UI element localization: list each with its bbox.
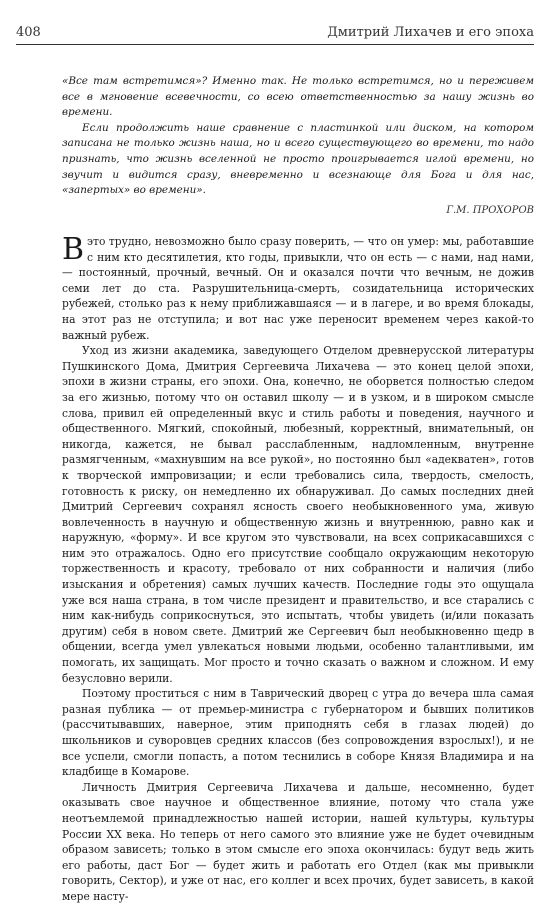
quote-block bbox=[62, 74, 534, 199]
running-title: Дмитрий Лихачев и его эпоха bbox=[327, 25, 534, 40]
article-body bbox=[62, 234, 534, 905]
body-paragraph: Уход из жизни академика, заведующего Отделом древнерусской литературы Пушкинского Дома, Дмитрия Сергеевича Лихачева — это конец целой эпохи, эпохи в жизни страны, его эпохи. Она, конечно, не оборвется полностью следом за его жизнью, потому что он оставил школу — и в узком, и в широком смысле слова, привил ей определенный вкус и стиль работы и поведения, научного и общественного. Мягкий, спокойный, любезный, корректный, внимательный, он никогда, кажется, не бывал расслабленным, надломленным, внутренне размягченным, «махнувшим на все рукой», но постоянно был «адекватен», готов к творческой импровизации; и если требовались сила, твердость, смелость, готовность к риску, он немедленно их обнаруживал. До самых последних дней Дмитрий Сергеевич сохранял ясность своего необыкновенного ума, живую вовлеченность в научную и общественную жизнь и внутреннюю, равно как и наружную, «форму». И все кругом это чувствовали, на всех соприкасавшихся с ним это отражалось. Одно его присутствие сообщало окружающим некоторую торжественность и красоту, требовало от них собранности и наличия (либо изыскания и обретения) самых лучших качеств. Последние годы это ощущала уже вся наша страна, в том числе президент и правительство, и все старались с ним как-нибудь соприкоснуться, это испытать, чтобы увидеть (и/или показать другим) себя в новом свете. Дмитрий же Сергеевич был необыкновенно щедр в общении, всегда умел увлекаться новыми людьми, особенно талантливыми, им помогать, их защищать. Мог просто и точно сказать о важном и сложном. И ему безусловно верили. bbox=[62, 344, 534, 685]
body-paragraph: Поэтому проститься с ним в Таврический дворец с утра до вечера шла самая разная публика — от премьер-министра с губернатором и бывших политиков (рассчитывавших, наверное, этим приподнять себя в глазах людей) до школьников и суворовцев средних классов (без сопровождения взрослых!), и не все успели, смогли попасть, а потом теснились в соборе Князя Владимира и на кладбище в Комарове. bbox=[62, 687, 534, 779]
author-signature: Г.М. ПРОХОРОВ bbox=[446, 205, 534, 216]
body-paragraph-text: это трудно, невозможно было сразу поверить, — что он умер: мы, работавшие с ним кто десятилетия, кто годы, привыкли, что он есть — с нами, над нами, — постоянный, прочный, вечный. Он и оказался почти что вечным, не дожив семи лет до ста. Разрушительница-смерть, созидательница исторических рубежей, столько раз к нему приближавшаяся — и в лагере, и во время блокады, на этот раз не отступила; и вот нас уже переносит временем через какой-то важный рубеж. bbox=[62, 235, 534, 342]
drop-cap: В bbox=[62, 232, 85, 267]
header-divider bbox=[16, 44, 534, 45]
quote-paragraph: «Все там встретимся»? Именно так. Не только встретимся, но и переживем все в мгновение всевечности, со всею ответственностью за нашу жизнь во времени. bbox=[62, 75, 534, 119]
body-paragraph: Личность Дмитрия Сергеевича Лихачева и дальше, несомненно, будет оказывать свое научное и общественное влияние, потому что стала уже неотъемлемой принадлежностью нашей истории, нашей культуры, культуры России XX века. Но теперь от него самого это влияние уже не будет очевидным образом зависеть; только в этом смысле его эпоха окончилась: будут ведь жить его работы, даст Бог — будет жить и работать его Отдел (как мы привыкли говорить, Сектор), и уже от нас, его коллег и всех прочих, будет зависеть, в какой мере насту- bbox=[62, 780, 534, 903]
running-header bbox=[16, 18, 534, 40]
body-paragraph bbox=[62, 234, 534, 343]
page-number: 408 bbox=[16, 25, 41, 40]
quote-paragraph: Если продолжить наше сравнение с пластинкой или диском, на котором записана не только жизнь наша, но и всего существующего во времени, то надо признать, что жизнь вселенной не просто проигрывается иглой времени, но звучит и видится сразу, вневременно и всезнающе для Бога и для нас, «запертых» во времени». bbox=[62, 121, 534, 197]
